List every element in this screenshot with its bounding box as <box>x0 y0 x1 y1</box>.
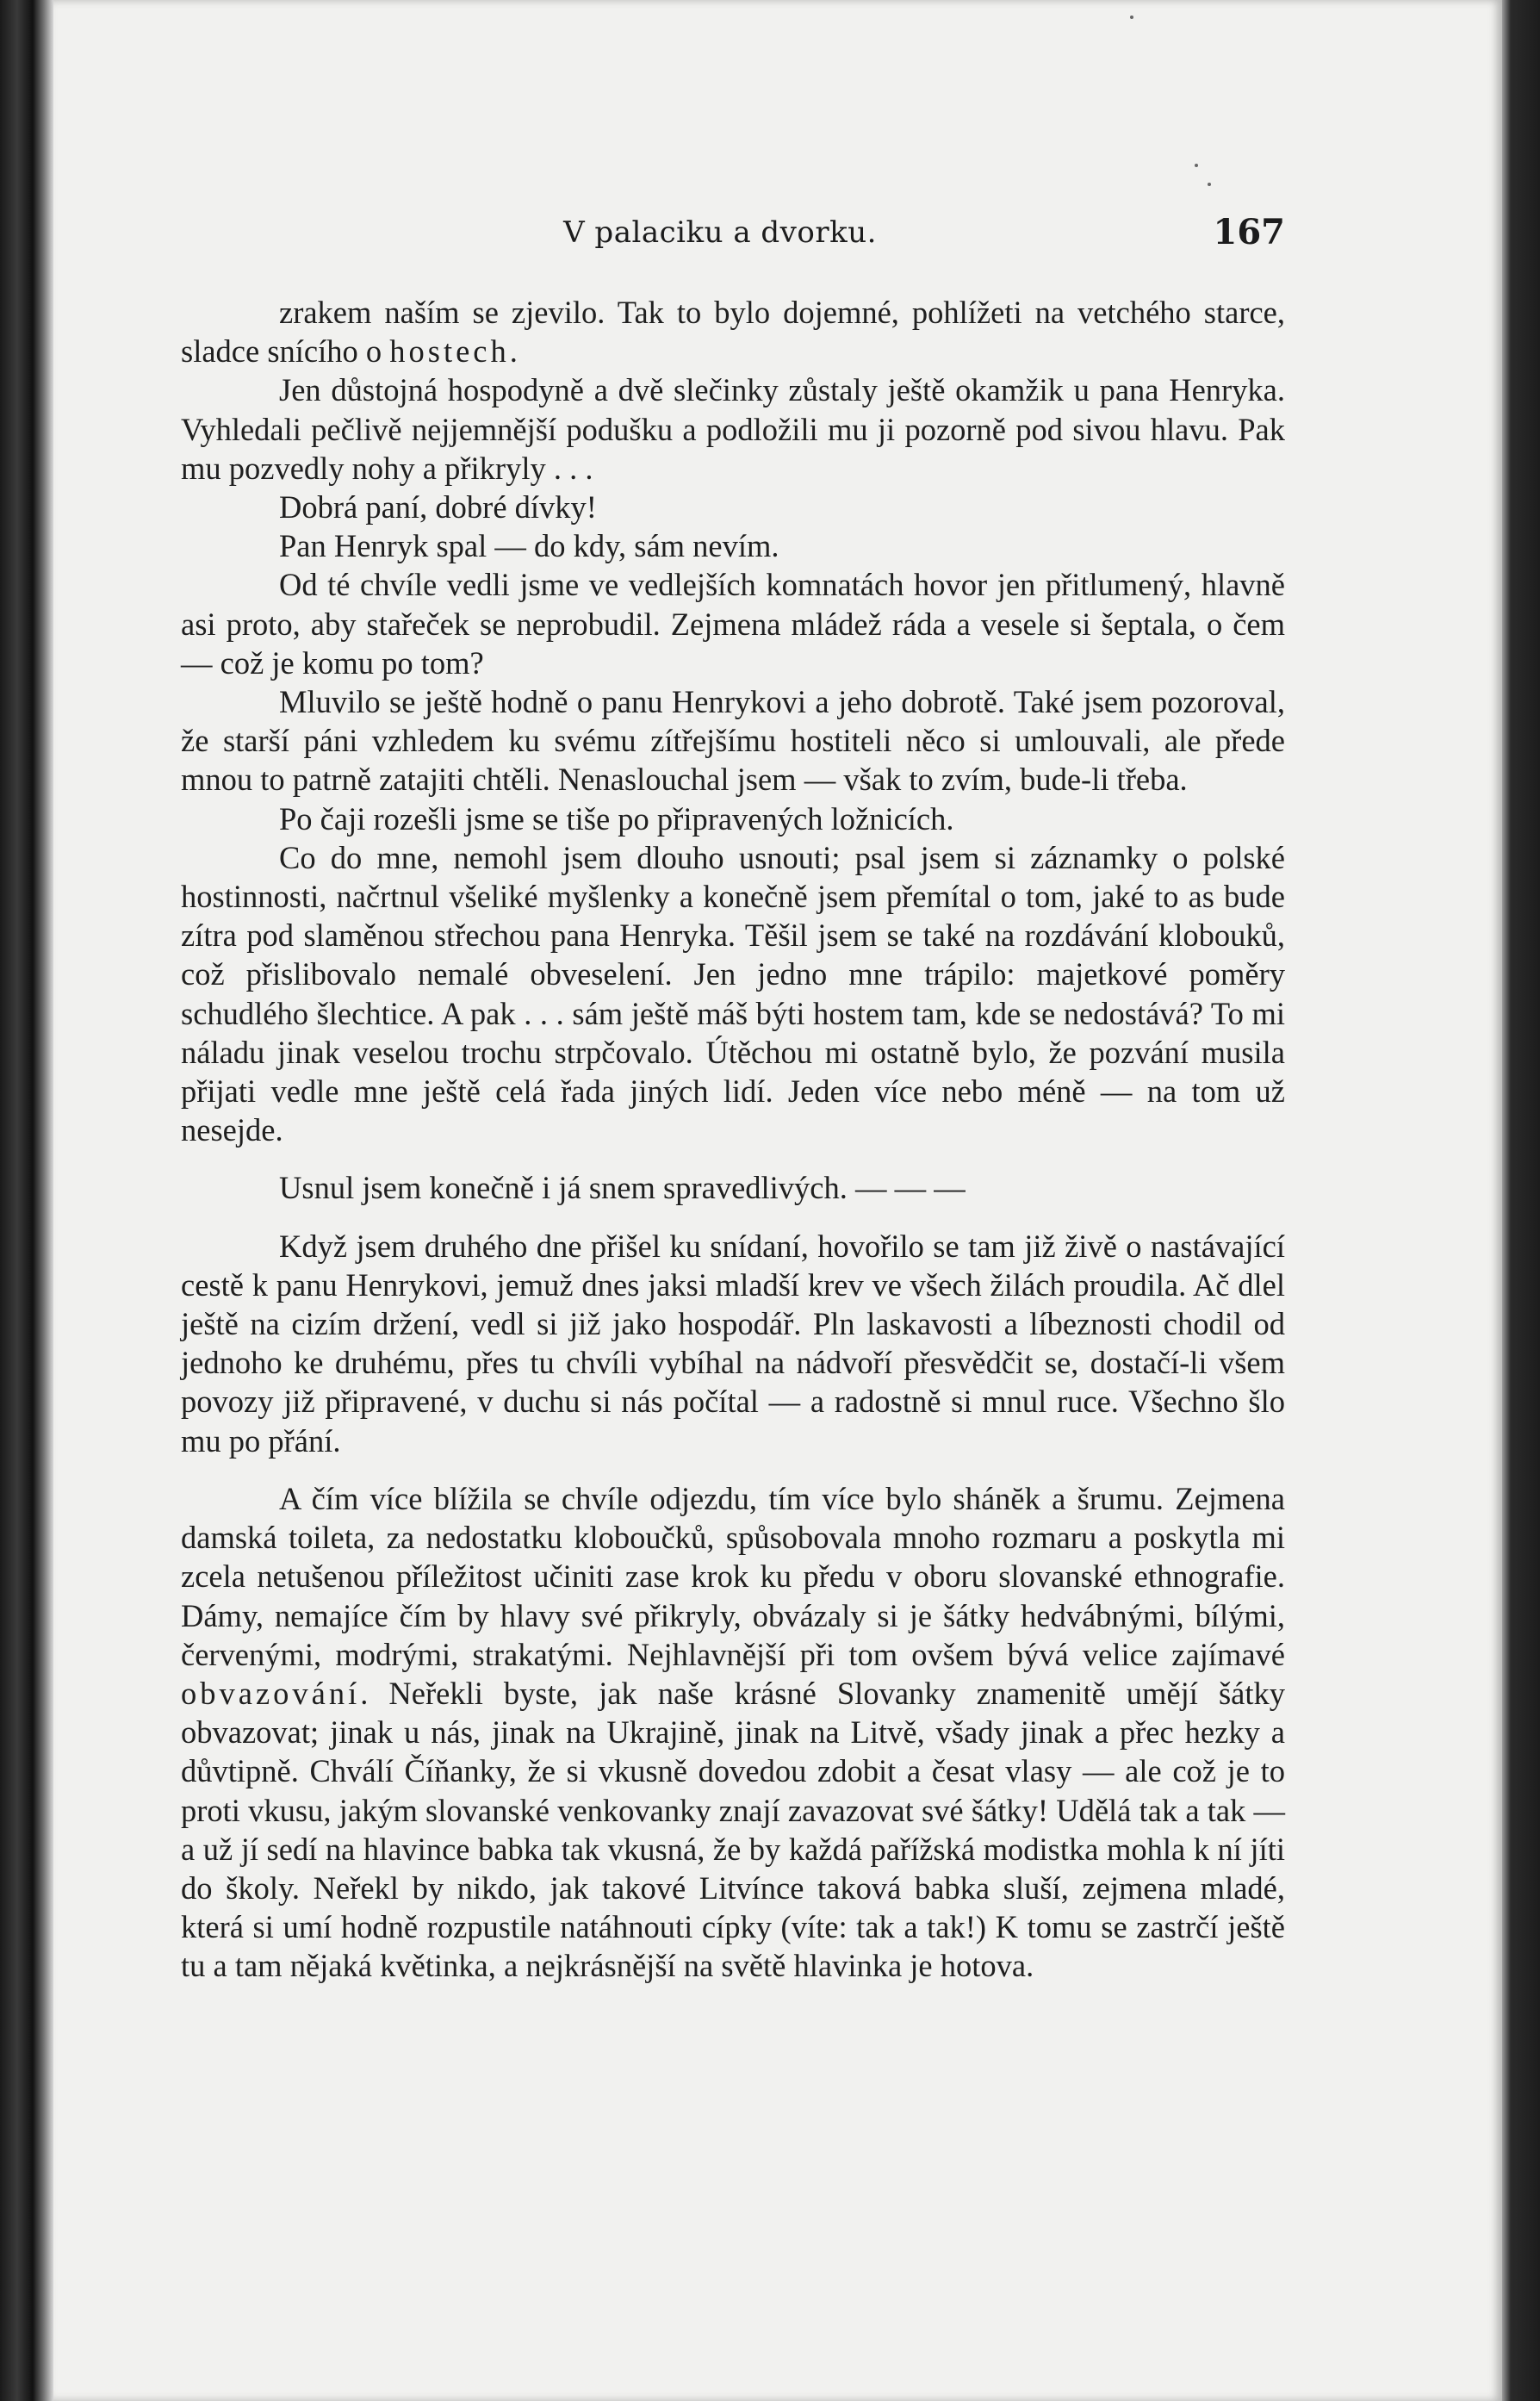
page-edge <box>1502 0 1540 2401</box>
text-run: Co do mne, nemohl jsem dlouho usnouti; psal jsem si záznamky o polské hostinnosti, načrtnul všeliké myšlenky a konečně jsem přemítal o tom, jaké to as bude zítra pod slaměnou střechou pana Henryka. Těšil jsem se také na rozdávání klobouků, což přislibovalo nemalé obveselení. Jen jedno mne trápilo: majetkové poměry schudlého šlechtice. A pak . . . sám ještě máš býti hostem tam, kde se nedostává? To mi náladu jinak veselou trochu strpčovalo. Útěchou mi ostatně bylo, že pozvání musila přijati vedle mne ještě celá řada jiných lidí. Jeden více nebo méně — na tom už nesejde. <box>181 839 1285 1148</box>
book-gutter <box>0 0 53 2401</box>
text-run: A čím více blížila se chvíle odjezdu, tím více bylo shánĕk a šrumu. Zejmena damská toileta, za nedostatku kloboučků, spůsobovala mnoho rozmaru a poskytla mi zcela netušenou příležitost učiniti zase krok ku předu v oboru slovanské ethnografie. Dámy, nemajíce čím by hlavy své přikryly, obvázaly si je šátky hedvábnými, bílými, červenými, modrými, strakatými. Nejhlavnější při tom ovšem bývá velice zajímavé <box>181 1480 1285 1672</box>
paragraph <box>181 1168 1285 1207</box>
spaced-emphasis: hostech <box>389 333 510 370</box>
paragraph <box>181 682 1285 799</box>
page-number: 167 <box>1213 212 1285 252</box>
paragraph <box>181 488 1285 526</box>
running-title: V palaciku a dvorku. <box>563 215 877 250</box>
paragraph <box>181 1479 1285 1986</box>
text-run: . Neřekli byste, jak naše krásné Slovanky znamenitě umějí šátky obvazovat; jinak u nás, jinak na Ukrajině, jinak na Litvě, všady jinak a přec hezky a důvtipně. Chválí Číňanky, že si vkusně dovedou zdobit a česat vlasy — ale což je to proti vkusu, jakým slovanské venkovanky znají zavazovat své šátky! Udělá tak a tak — a už jí sedí na hlavince babka tak vkusná, že by každá pařížská modistka mohla k ní jíti do školy. Neřekl by nikdo, jak takové Litvínce taková babka sluší, zejmena mladé, která si umí hodně rozpustile natáhnouti cípky (víte: tak a tak!) K tomu se zastrčí ještě tu a tam nějaká květinka, a nejkrásnější na světě hlavinka je hotova. <box>181 1675 1285 1984</box>
spaced-emphasis: obvazování <box>181 1675 361 1711</box>
paper-speck <box>1130 16 1133 19</box>
body-text <box>181 293 1285 1986</box>
paragraph <box>181 526 1285 565</box>
paper-speck <box>1208 183 1211 186</box>
paper-speck <box>1195 164 1198 167</box>
text-run: Mluvilo se ještě hodně o panu Henrykovi a jeho dobrotě. Také jsem pozoroval, že starší páni vzhledem ku svému zítřejšímu hostiteli něco si umlouvali, ale přede mnou to patrně zatajiti chtěli. Nenaslouchal jsem — však to zvím, bude-li třeba. <box>181 684 1285 798</box>
paragraph <box>181 799 1285 838</box>
paragraph <box>181 293 1285 370</box>
text-run: Dobrá paní, dobré dívky! <box>279 489 597 526</box>
text-run: Když jsem druhého dne přišel ku snídaní, hovořilo se tam již živě o nastávající cestě k panu Henrykovi, jemuž dnes jaksi mladší krev ve všech žilách proudila. Ač dlel ještě na cizím držení, vedl si již jako hospodář. Pln laskavosti a líbeznosti chodil od jednoho ke druhému, přes tu chvíli vybíhal na nádvoří přesvědčit se, dostačí-li všem povozy již připravené, v duchu si nás počítal — a radostně si mnul ruce. Všechno šlo mu po přání. <box>181 1228 1285 1459</box>
text-run: . <box>509 333 518 370</box>
text-run: Po čaji rozešli jsme se tiše po připravených ložnicích. <box>279 800 954 837</box>
paragraph <box>181 565 1285 682</box>
text-run: Pan Henryk spal — do kdy, sám nevím. <box>279 528 779 564</box>
paragraph <box>181 1227 1285 1460</box>
paragraph <box>181 370 1285 488</box>
text-run: Od té chvíle vedli jsme ve vedlejších komnatách hovor jen přitlumený, hlavně asi proto, aby stařeček se neprobudil. Zejmena mládež ráda a vesele si šeptala, o čem — což je komu po tom? <box>181 567 1285 681</box>
page-header <box>155 208 1285 269</box>
text-run: Jen důstojná hospodyně a dvě slečinky zůstaly ještě okamžik u pana Henryka. Vyhledali pečlivě nejjemnější podušku a podložili mu ji pozorně pod sivou hlavu. Pak mu pozvedly nohy a přikryly . . . <box>181 372 1285 486</box>
text-run: Usnul jsem konečně i já snem spravedlivých. — — — <box>279 1170 966 1206</box>
paragraph <box>181 838 1285 1150</box>
text-run: zrakem naším se zjevilo. Tak to bylo dojemné, pohlížeti na vetchého starce, sladce snícího o <box>181 295 1285 370</box>
